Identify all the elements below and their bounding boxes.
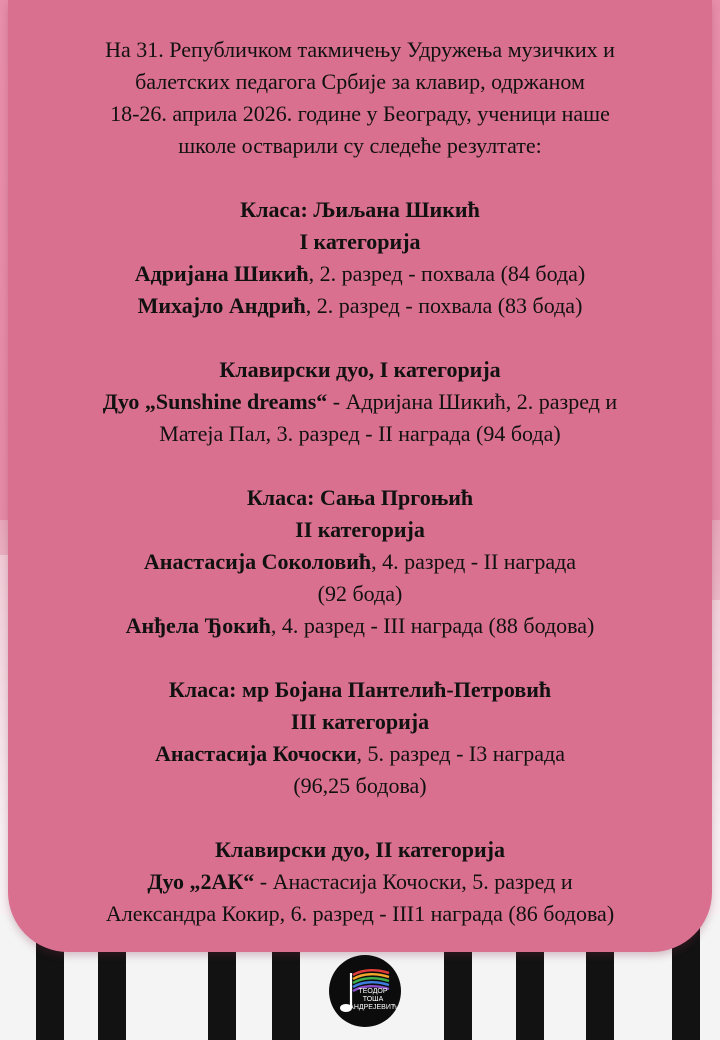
results-section	[8, 194, 712, 322]
result-line	[8, 866, 712, 898]
section-heading: I категорија	[299, 229, 421, 254]
logo-text	[337, 988, 409, 1012]
intro-line: 18-26. априла 2026. године у Београду, ученици наше	[110, 101, 610, 126]
result-line	[8, 898, 712, 930]
intro-line: На 31. Републичком такмичењу Удружења музичких и	[105, 37, 615, 62]
intro-line: балетских педагога Србије за клавир, одржаном	[135, 69, 585, 94]
result-detail: - Анастасија Кочоски, 5. разред и	[254, 869, 573, 894]
result-line	[8, 386, 712, 418]
section-heading: Клавирски дуо, I категорија	[219, 357, 501, 382]
student-name: Дуо „2АК“	[147, 869, 255, 894]
section-heading: Класа: Сања Пргоњић	[246, 485, 474, 510]
logo-line: АНДРЕЈЕВИЋ	[349, 1004, 397, 1011]
section-heading: Клавирски дуо, II категорија	[215, 837, 505, 862]
result-line	[8, 770, 712, 802]
result-detail: , 4. разред - III награда (88 бодова)	[270, 613, 595, 638]
results-section	[8, 354, 712, 450]
result-detail: , 4. разред - II награда	[371, 549, 577, 574]
result-detail: - Адријана Шикић, 2. разред и	[327, 389, 618, 414]
results-section	[8, 674, 712, 802]
result-line	[8, 610, 712, 642]
result-line	[8, 578, 712, 610]
logo-line: ТОША	[362, 996, 384, 1003]
section-heading: III категорија	[290, 709, 430, 734]
section-heading: II категорија	[295, 517, 425, 542]
section-heading: Класа: Љиљана Шикић	[240, 197, 480, 222]
intro-line: школе остварили су следеће резултате:	[178, 133, 542, 158]
student-name: Адријана Шикић	[134, 261, 309, 286]
result-detail: (96,25 бодова)	[293, 773, 427, 798]
result-line	[8, 418, 712, 450]
results-section	[8, 834, 712, 930]
intro-paragraph	[8, 34, 712, 162]
school-logo	[329, 955, 401, 1027]
result-line	[8, 546, 712, 578]
result-detail: , 2. разред - похвала (84 бода)	[308, 261, 586, 286]
result-detail: Александра Кокир, 6. разред - III1 награда (86 бодова)	[105, 901, 615, 926]
result-detail: Матеја Пал, 3. разред - II награда (94 бода)	[159, 421, 561, 446]
results-section	[8, 482, 712, 642]
result-line	[8, 258, 712, 290]
result-line	[8, 738, 712, 770]
result-detail: (92 бода)	[317, 581, 403, 606]
result-line	[8, 290, 712, 322]
result-detail: , 5. разред - I3 награда	[356, 741, 566, 766]
student-name: Анђела Ђокић	[125, 613, 271, 638]
student-name: Дуо „Sunshine dreams“	[102, 389, 328, 414]
student-name: Михајло Андрић	[137, 293, 306, 318]
results-text	[8, 34, 712, 962]
result-detail: , 2. разред - похвала (83 бода)	[305, 293, 583, 318]
student-name: Анастасија Соколовић	[143, 549, 372, 574]
section-heading: Класа: мр Бојана Пантелић-Петровић	[168, 677, 552, 702]
logo-line: ТЕОДОР	[358, 988, 388, 995]
student-name: Анастасија Кочоски	[154, 741, 357, 766]
